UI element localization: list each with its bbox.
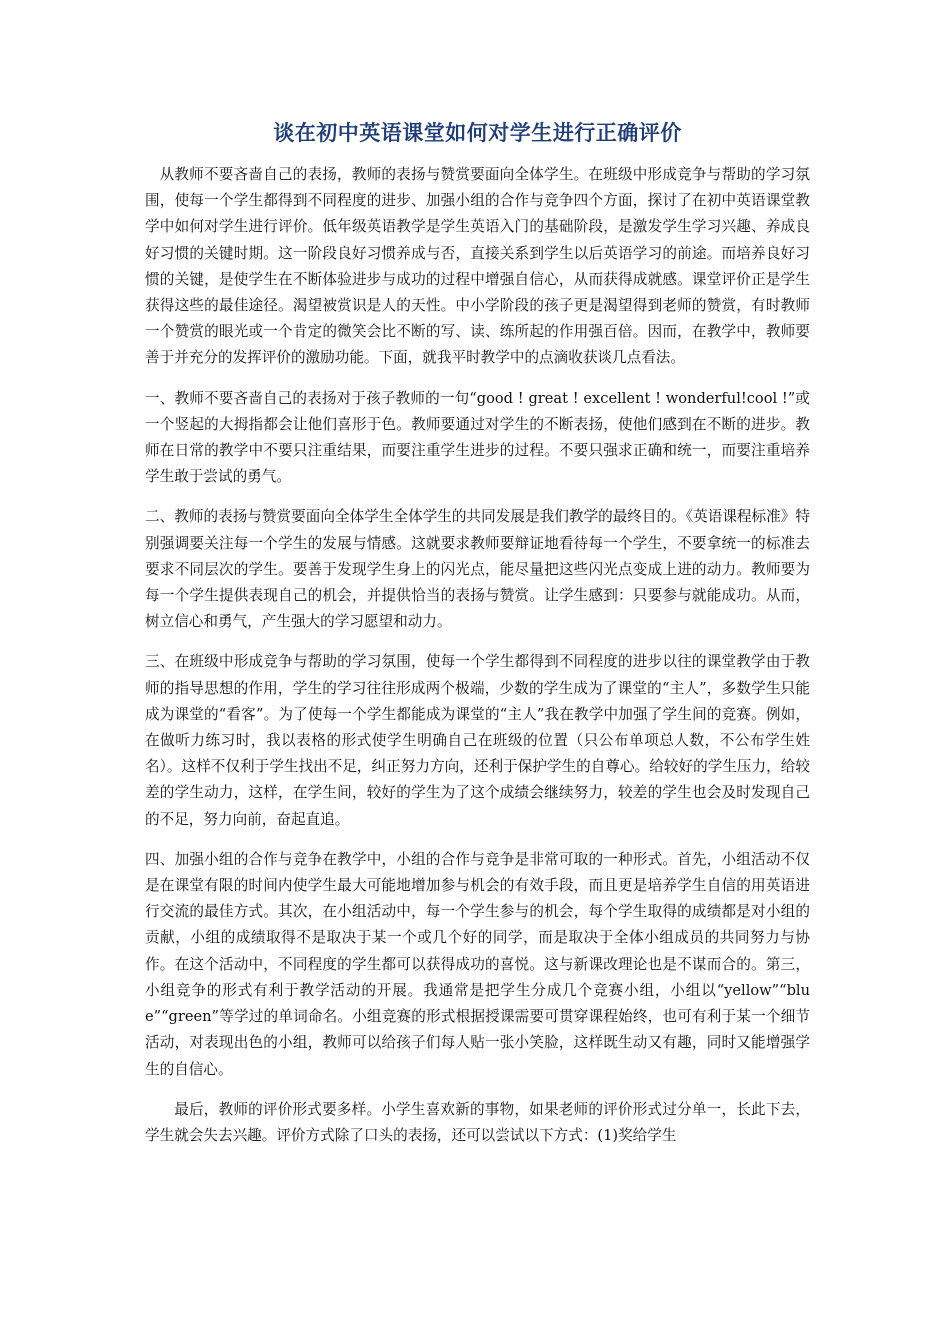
section-4-paragraph: 四、加强小组的合作与竞争在教学中，小组的合作与竞争是非常可取的一种形式。首先，小组活动不仅是在课堂有限的时间内使学生最大可能地增加参与机会的有效手段，而且更是培养学生自信的用英语进行交流的最佳方式。其次，在小组活动中，每一个学生参与的机会，每个学生取得的成绩都是对小组的贡献，小组的成绩取得不是取决于某一个或几个好的同学，而是取决于全体小组成员的共同努力与协作。在这个活动中，不同程度的学生都可以获得成功的喜悦。这与新课改理论也是不谋而合的。第三，小组竞争的形式有利于教学活动的开展。我通常是把学生分成几个竞赛小组，小组以“yellow”“blue”“green”等学过的单词命名。小组竞赛的形式根据授课需要可贯穿课程始终，也可有利于某一个细节活动，对表现出色的小组，教师可以给孩子们每人贴一张小笑脸，这样既生动又有趣，同时又能增强学生的自信心。 [145, 850, 810, 1078]
section-2-paragraph: 二、教师的表扬与赞赏要面向全体学生全体学生的共同发展是我们教学的最终目的。《英语课程标准》特别强调要关注每一个学生的发展与情感。这就要求教师要辩证地看待每一个学生，不要拿统一的标准去要求不同层次的学生。要善于发现学生身上的闪光点，能尽量把这些闪光点变成上进的动力。教师要为每一个学生提供表现自己的机会，并提供恰当的表扬与赞赏。让学生感到：只要参与就能成功。从而，树立信心和勇气，产生强大的学习愿望和动力。 [145, 508, 810, 631]
intro-paragraph: 从教师不要吝啬自己的表扬，教师的表扬与赞赏要面向全体学生。在班级中形成竞争与帮助的学习氛围，使每一个学生都得到不同程度的进步、加强小组的合作与竞争四个方面，探讨了在初中英语课堂教学中如何对学生进行评价。低年级英语教学是学生英语入门的基础阶段，是激发学生学习兴趣、养成良好习惯的关键时期。这一阶段良好习惯养成与否，直接关系到学生以后英语学习的前途。而培养良好习惯的关键，是使学生在不断体验进步与成功的过程中增强自信心，从而获得成就感。课堂评价正是学生获得这些的最佳途径。渴望被赏识是人的天性。中小学阶段的孩子更是渴望得到老师的赞赏，有时教师一个赞赏的眼光或一个肯定的微笑会比不断的写、读、练所起的作用强百倍。因而，在教学中，教师要善于并充分的发挥评价的激励功能。下面，就我平时教学中的点滴收获谈几点看法。 [145, 166, 810, 367]
document-page [145, 118, 810, 1163]
section-3-paragraph: 三、在班级中形成竞争与帮助的学习氛围，使每一个学生都得到不同程度的进步以往的课堂教学由于教师的指导思想的作用，学生的学习往往形成两个极端，少数的学生成为了课堂的“主人”，多数学生只能成为课堂的“看客”。为了使每一个学生都能成为课堂的“主人”我在教学中加强了学生间的竞赛。例如，在做听力练习时，我以表格的形式使学生明确自己在班级的位置（只公布单项总人数，不公布学生姓名）。这样不仅利于学生找出不足，纠正努力方向，还利于保护学生的自尊心。给较好的学生压力，给较差的学生动力，这样，在学生间，较好的学生为了这个成绩会继续努力，较差的学生也会及时发现自己的不足，努力向前，奋起直追。 [145, 653, 810, 828]
section-1-paragraph: 一、教师不要吝啬自己的表扬对于孩子教师的一句“good ! great ! excellent ! wonderful!cool !”或一个竖起的大拇指都会让他们喜形于色。教师要通过对学生的不断表扬，使他们感到在不断的进步。教师在日常的教学中不要只注重结果，而要注重学生进步的过程。不要只强求正确和统一，而要注重培养学生敢于尝试的勇气。 [145, 389, 810, 486]
document-title: 谈在初中英语课堂如何对学生进行正确评价 [273, 121, 682, 145]
closing-paragraph: 最后，教师的评价形式要多样。小学生喜欢新的事物，如果老师的评价形式过分单一，长此下去，学生就会失去兴趣。评价方式除了口头的表扬，还可以尝试以下方式：(1)奖给学生 [145, 1100, 810, 1144]
